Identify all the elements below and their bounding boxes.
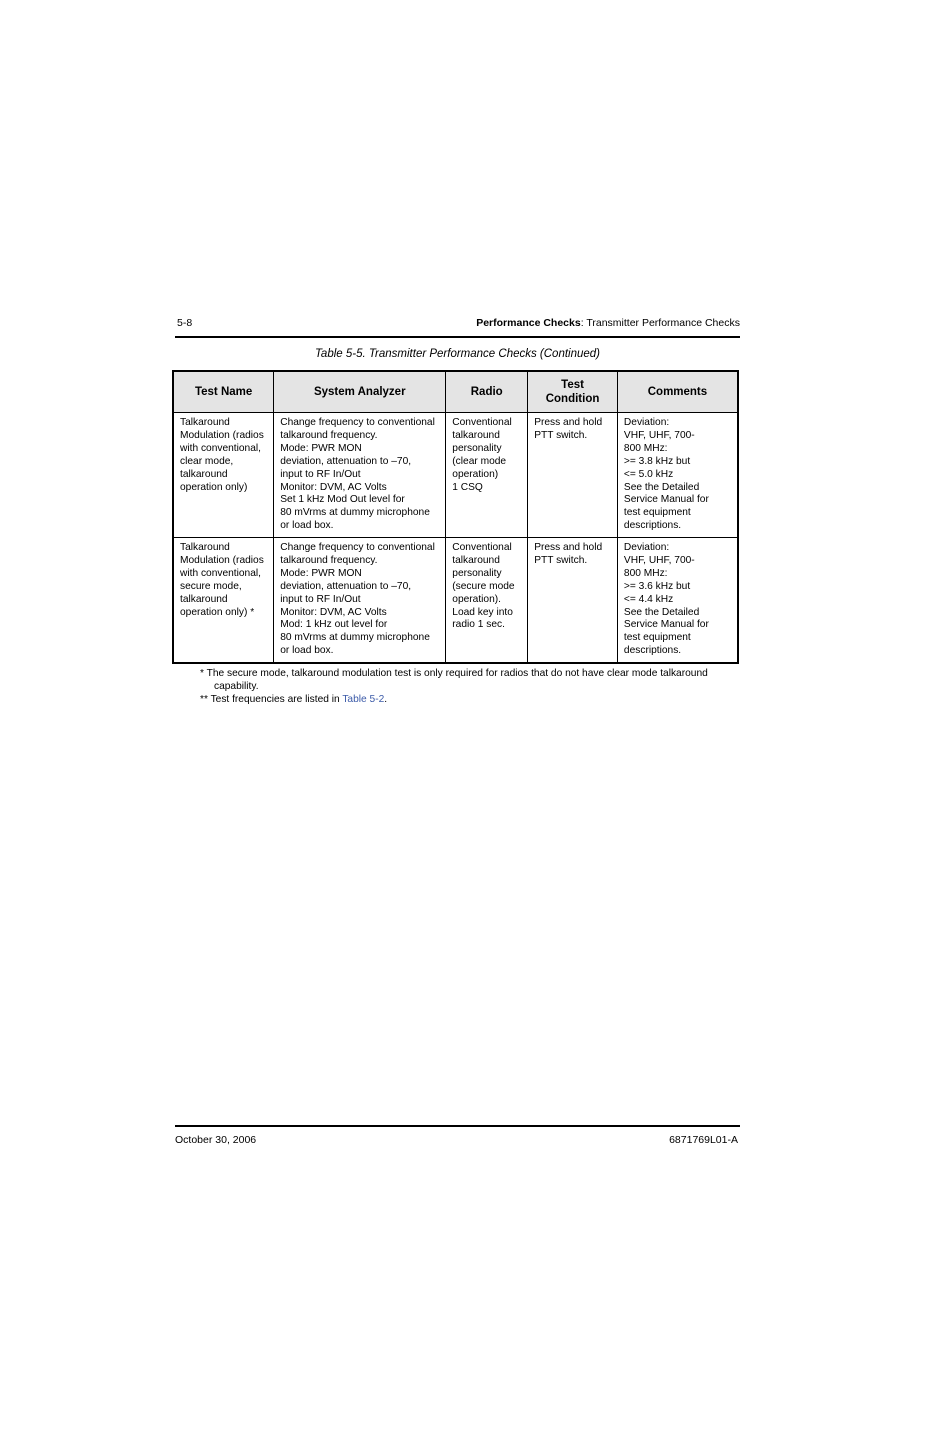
column-header-test-condition: Test Condition [528, 371, 618, 413]
column-header-radio: Radio [446, 371, 528, 413]
table-caption: Table 5-5. Transmitter Performance Checks (Continued) [314, 348, 601, 360]
column-header-system-analyzer: System Analyzer [274, 371, 446, 413]
footnote-secure-mode: * The secure mode, talkaround modulation test is only required for radios that do not have clear mode talkaround capability. [200, 668, 708, 692]
footnote-test-frequencies [200, 693, 720, 706]
table-5-2-link[interactable]: Table 5-2 [342, 694, 385, 705]
table-row [173, 538, 738, 663]
table-footnotes [200, 667, 720, 706]
cell-test-name: Talkaround Modulation (radios with conventional, clear mode, talkaround operation only) [173, 413, 274, 538]
running-title-subsection: : Transmitter Performance Checks [580, 317, 740, 329]
table-header-row [173, 371, 738, 413]
cell-test-name: Talkaround Modulation (radios with conventional, secure mode, talkaround operation only) * [173, 538, 274, 663]
cell-test-condition: Press and hold PTT switch. [528, 413, 618, 538]
cell-system-analyzer: Change frequency to conventional talkaround frequency. Mode: PWR MON deviation, attenuation to –70, input to RF In/Out Monitor: DVM, AC Volts Set 1 kHz Mod Out level for 80 mVrms at dummy microphone or load box. [274, 413, 446, 538]
page-footer [175, 1125, 740, 1146]
footer-date: October 30, 2006 [175, 1134, 257, 1146]
footnote-period: . [384, 694, 388, 705]
cell-system-analyzer: Change frequency to conventional talkaround frequency. Mode: PWR MON deviation, attenuation to –70, input to RF In/Out Monitor: DVM, AC Volts Mod: 1 kHz out level for 80 mVrms at dummy microphone or load box. [274, 538, 446, 663]
page-number: 5-8 [177, 317, 193, 329]
table-row [173, 413, 738, 538]
transmitter-checks-table [172, 370, 739, 664]
cell-test-condition: Press and hold PTT switch. [528, 538, 618, 663]
page-header [175, 316, 740, 338]
running-title-section: Performance Checks [476, 317, 581, 329]
column-header-test-name: Test Name [173, 371, 274, 413]
column-header-comments: Comments [617, 371, 738, 413]
footer-document-number: 6871769L01-A [669, 1134, 738, 1146]
cell-radio: Conventional talkaround personality (secure mode operation). Load key into radio 1 sec. [446, 538, 528, 663]
cell-comments: Deviation: VHF, UHF, 700- 800 MHz: >= 3.8 kHz but <= 5.0 kHz See the Detailed Service Manual for test equipment descriptions. [617, 413, 738, 538]
cell-comments: Deviation: VHF, UHF, 700- 800 MHz: >= 3.6 kHz but <= 4.4 kHz See the Detailed Service Manual for test equipment descriptions. [617, 538, 738, 663]
footnote-text: ** Test frequencies are listed in [200, 694, 343, 705]
running-title [476, 317, 740, 329]
cell-radio: Conventional talkaround personality (clear mode operation) 1 CSQ [446, 413, 528, 538]
